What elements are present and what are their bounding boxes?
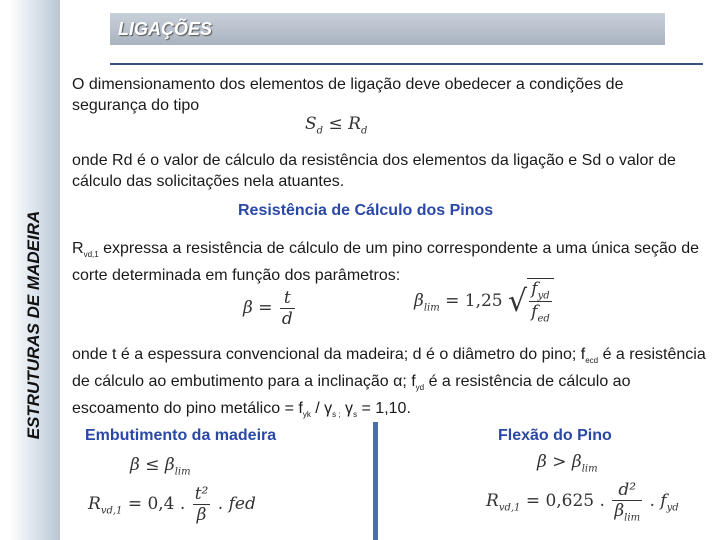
- left-condition-formula: $\beta \le \beta_{lim}$: [130, 455, 191, 478]
- safety-formula: $S_d \le R_d$: [305, 114, 368, 137]
- left-result-formula: $R_{vd,1} = 0,4$ . $\frac{\text{t²}}{\beta}$ . fed: [88, 484, 256, 525]
- title-bar: [110, 13, 665, 45]
- section-heading: Resistência de Cálculo dos Pinos: [238, 202, 494, 219]
- right-condition-formula: $\beta > \beta_{lim}$: [537, 452, 598, 475]
- beta-formula: β = $\frac{t}{d}$: [243, 288, 293, 329]
- parameters-paragraph: onde t é a espessura convencional da madeira; d é o diâmetro do pino; $f_{ecd}$ é a resistência de cálculo ao embutimento para a inclinação α; $f_{yd}$ é a resistência de cálculo ao escoamento do pino metálico = $f_{yk} / \gamma_{s ;}$ $\gamma_s = 1,10$.: [72, 346, 706, 420]
- right-result-formula: $R_{vd,1} = 0,625$ . $\frac{\text{d²}}{\beta_{lim}}$ . $f_{yd}$: [486, 480, 679, 524]
- left-heading: Embutimento da madeira: [85, 427, 277, 444]
- beta-lim-formula: $\beta_{lim} = 1,25$ √ $\frac{f_{yd}}{f_{ed}}$: [414, 278, 554, 325]
- slide-title: LIGAÇÕES: [118, 19, 213, 39]
- title-rule: [110, 63, 703, 65]
- intro-paragraph: O dimensionamento dos elementos de ligação deve obedecer a condições de segurança do tipo: [72, 76, 624, 114]
- right-heading: Flexão do Pino: [498, 427, 612, 444]
- side-label: ESTRUTURAS DE MADEIRA: [24, 210, 43, 440]
- column-divider: [373, 422, 378, 540]
- rvd-paragraph: $R_{vd,1}$ expressa a resistência de cálculo de um pino correspondente a uma única seção de corte determinada em função dos parâmetros:: [72, 240, 700, 285]
- rd-definition-paragraph: onde Rd é o valor de cálculo da resistência dos elementos da ligação e Sd o valor de cálculo das solicitações nela atuantes.: [72, 152, 676, 190]
